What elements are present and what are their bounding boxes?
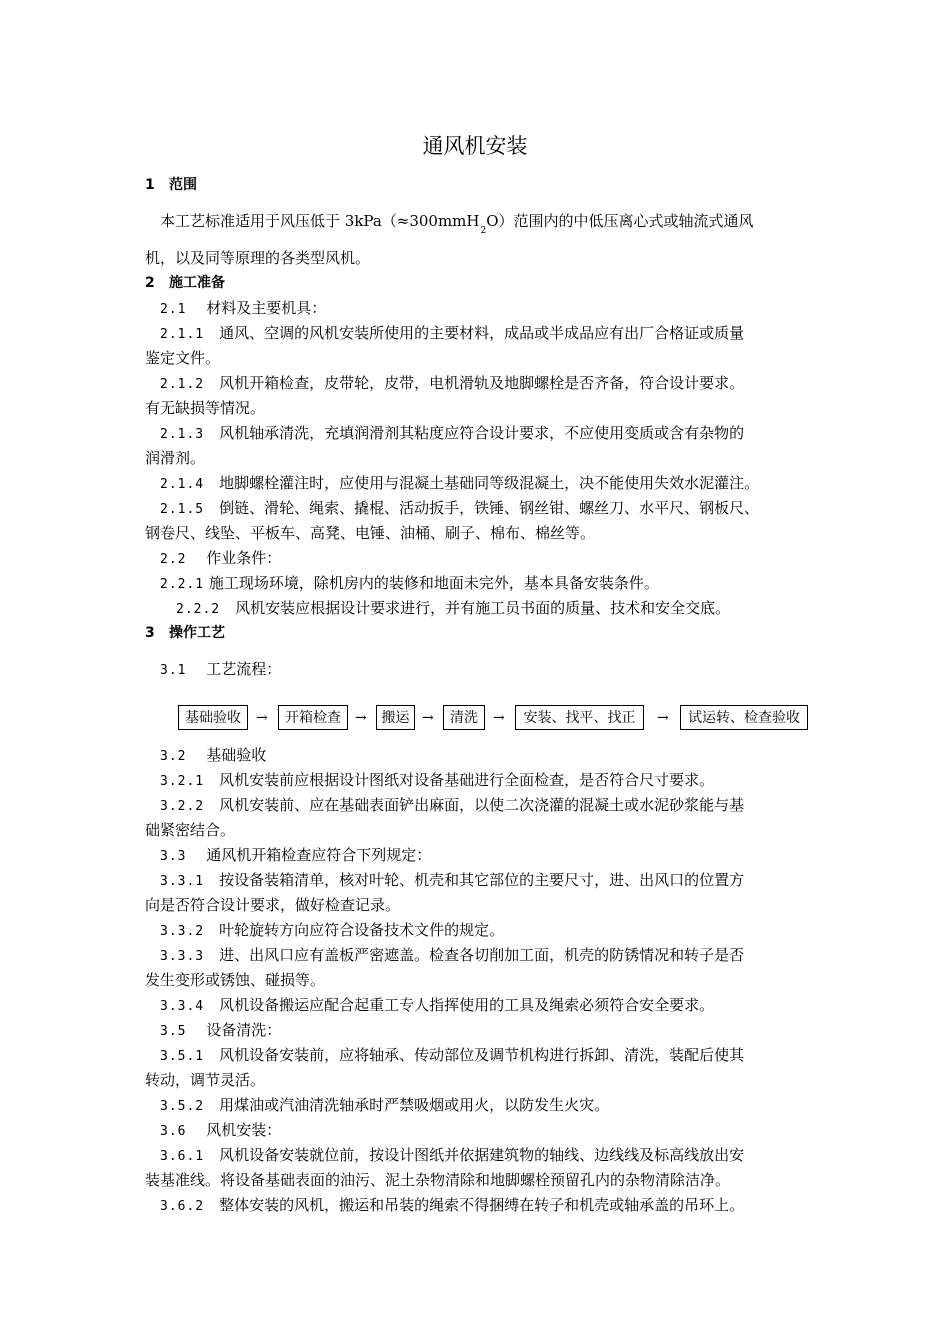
document-title: 通风机安装 xyxy=(422,134,528,158)
clause-continuation: 润滑剂。 xyxy=(145,449,206,467)
clause-number: 2.1.2 xyxy=(160,377,205,392)
section-2-heading xyxy=(145,272,225,294)
clause-number: 3.3.1 xyxy=(160,874,205,889)
clause-number: 2.2 xyxy=(160,552,187,567)
clause-line xyxy=(160,769,714,793)
clause-text: 倒链、滑轮、绳索、撬棍、活动扳手，铁锤、钢丝钳、螺丝刀、水平尺、钢板尺、 xyxy=(219,499,760,517)
clause-number: 2.1 xyxy=(160,302,187,317)
clause-number: 3.2.1 xyxy=(160,774,205,789)
clause-text: 风机安装前应根据设计图纸对设备基础进行全面检查，是否符合尺寸要求。 xyxy=(219,771,715,789)
section-number: 3 xyxy=(145,625,155,641)
clause-continuation: 向是否符合设计要求，做好检查记录。 xyxy=(145,896,401,914)
clause-text: 进、出风口应有盖板严密遮盖。检查各切削加工面，机壳的防锈情况和转子是否 xyxy=(219,946,745,964)
clause-text: 风机开箱检查，皮带轮，皮带，电机滑轨及地脚螺栓是否齐备，符合设计要求。 xyxy=(219,374,745,392)
flow-step-foundation-acceptance: 基础验收 xyxy=(178,705,248,730)
clause-text: 风机轴承清洗，充填润滑剂其粘度应符合设计要求，不应使用变质或含有杂物的 xyxy=(219,424,745,442)
clause-text: 风机设备安装前，应将轴承、传动部位及调节机构进行拆卸、清洗，装配后使其 xyxy=(219,1046,745,1064)
clause-line xyxy=(160,497,759,521)
clause-line xyxy=(160,572,659,596)
clause-text: 按设备装箱清单，核对叶轮、机壳和其它部位的主要尺寸，进、出风口的位置方 xyxy=(219,871,745,889)
flow-step-trial-run-acceptance: 试运转、检查验收 xyxy=(680,705,808,730)
clause-line xyxy=(160,994,714,1018)
section-1-heading xyxy=(145,174,197,196)
section-3-heading xyxy=(145,622,225,644)
clause-continuation: 钢卷尺、线坠、平板车、高凳、电锤、油桶、刷子、棉布、棉丝等。 xyxy=(145,524,596,542)
section-number: 1 xyxy=(145,177,155,193)
clause-line xyxy=(160,869,744,893)
clause-text: 基础验收 xyxy=(206,746,267,764)
clause-number: 3.6 xyxy=(160,1124,187,1139)
clause-number: 3.3.2 xyxy=(160,924,205,939)
clause-text: 用煤油或汽油清洗轴承时严禁吸烟或用火，以防发生火灾。 xyxy=(219,1096,610,1114)
clause-line xyxy=(160,658,281,682)
clause-line xyxy=(160,1119,281,1143)
clause-line xyxy=(160,297,326,321)
section-title: 操作工艺 xyxy=(169,625,225,641)
paragraph-line: 机，以及同等原理的各类型风机。 xyxy=(145,249,371,267)
clause-continuation: 装基准线。将设备基础表面的油污、泥土杂物清除和地脚螺栓预留孔内的杂物清除洁净。 xyxy=(145,1171,731,1189)
clause-text: 风机设备搬运应配合起重工专人指挥使用的工具及绳索必须符合安全要求。 xyxy=(219,996,715,1014)
clause-line xyxy=(160,944,744,968)
clause-text: 风机安装： xyxy=(206,1121,282,1139)
clause-text: 风机设备安装就位前，按设计图纸并依据建筑物的轴线、边线线及标高线放出安 xyxy=(219,1146,745,1164)
clause-line xyxy=(160,422,744,446)
clause-text: 叶轮旋转方向应符合设备技术文件的规定。 xyxy=(219,921,505,939)
clause-line xyxy=(160,472,759,496)
text: 本工艺标准适用于风压低于 3kPa（≈300mmH xyxy=(160,212,480,230)
clause-continuation: 有无缺损等情况。 xyxy=(145,399,266,417)
clause-line xyxy=(160,547,281,571)
clause-text: 设备清洗： xyxy=(206,1021,282,1039)
clause-number: 2.2.2 xyxy=(176,602,221,617)
section-number: 2 xyxy=(145,275,155,291)
clause-continuation: 发生变形或锈蚀、碰损等。 xyxy=(145,971,326,989)
subscript: 2 xyxy=(480,226,487,236)
clause-text: 材料及主要机具： xyxy=(206,299,327,317)
clause-number: 2.1.4 xyxy=(160,477,205,492)
text: O）范围内的中低压离心式或轴流式通风 xyxy=(486,212,754,230)
clause-continuation: 鉴定文件。 xyxy=(145,349,221,367)
arrow-right-icon: → xyxy=(493,710,505,726)
flow-step-install-level-align: 安装、找平、找正 xyxy=(515,705,644,730)
clause-line xyxy=(160,919,504,943)
clause-line xyxy=(160,794,744,818)
paragraph-line xyxy=(160,210,754,242)
flow-step-unpacking-inspection: 开箱检查 xyxy=(278,705,348,730)
arrow-right-icon: → xyxy=(256,710,268,726)
arrow-right-icon: → xyxy=(355,710,367,726)
clause-line xyxy=(160,1044,744,1068)
clause-line xyxy=(160,744,266,768)
clause-number: 2.1.3 xyxy=(160,427,205,442)
clause-number: 2.1.1 xyxy=(160,327,205,342)
flow-step-cleaning: 清洗 xyxy=(443,705,485,730)
clause-text: 风机安装前、应在基础表面铲出麻面，以使二次浇灌的混凝土或水泥砂浆能与基 xyxy=(219,796,745,814)
clause-line xyxy=(160,372,744,396)
clause-number: 3.6.2 xyxy=(160,1199,205,1214)
clause-text: 通风、空调的风机安装所使用的主要材料，成品或半成品应有出厂合格证或质量 xyxy=(219,324,745,342)
clause-line xyxy=(160,1194,744,1218)
clause-line xyxy=(160,844,431,868)
clause-text: 工艺流程： xyxy=(206,660,282,678)
clause-text: 施工现场环境，除机房内的装修和地面未完外，基本具备安装条件。 xyxy=(208,574,659,592)
clause-line xyxy=(160,1094,609,1118)
clause-number: 3.2.2 xyxy=(160,799,205,814)
clause-number: 3.2 xyxy=(160,749,187,764)
clause-text: 地脚螺栓灌注时，应使用与混凝土基础同等级混凝土，决不能使用失效水泥灌注。 xyxy=(219,474,760,492)
clause-continuation: 础紧密结合。 xyxy=(145,821,236,839)
clause-text: 作业条件： xyxy=(206,549,282,567)
clause-number: 3.3.4 xyxy=(160,999,205,1014)
clause-number: 3.5 xyxy=(160,1024,187,1039)
clause-number: 3.1 xyxy=(160,663,187,678)
clause-text: 通风机开箱检查应符合下列规定： xyxy=(206,846,432,864)
arrow-right-icon: → xyxy=(422,710,434,726)
clause-line xyxy=(160,1019,281,1043)
clause-text: 整体安装的风机，搬运和吊装的绳索不得捆缚在转子和机壳或轴承盖的吊环上。 xyxy=(219,1196,745,1214)
clause-number: 3.5.2 xyxy=(160,1099,205,1114)
clause-number: 3.3.3 xyxy=(160,949,205,964)
clause-number: 3.6.1 xyxy=(160,1149,205,1164)
flow-step-transport: 搬运 xyxy=(376,705,415,730)
section-title: 施工准备 xyxy=(169,275,225,291)
arrow-right-icon: → xyxy=(657,710,669,726)
clause-number: 3.3 xyxy=(160,849,187,864)
section-title: 范围 xyxy=(169,177,197,193)
clause-text: 风机安装应根据设计要求进行，并有施工员书面的质量、技术和安全交底。 xyxy=(235,599,731,617)
clause-continuation: 转动，调节灵活。 xyxy=(145,1071,266,1089)
clause-number: 2.1.5 xyxy=(160,502,205,517)
clause-line xyxy=(160,322,744,346)
clause-number: 3.5.1 xyxy=(160,1049,205,1064)
clause-line xyxy=(176,597,730,621)
clause-line xyxy=(160,1144,744,1168)
clause-number: 2.2.1 xyxy=(160,577,205,592)
